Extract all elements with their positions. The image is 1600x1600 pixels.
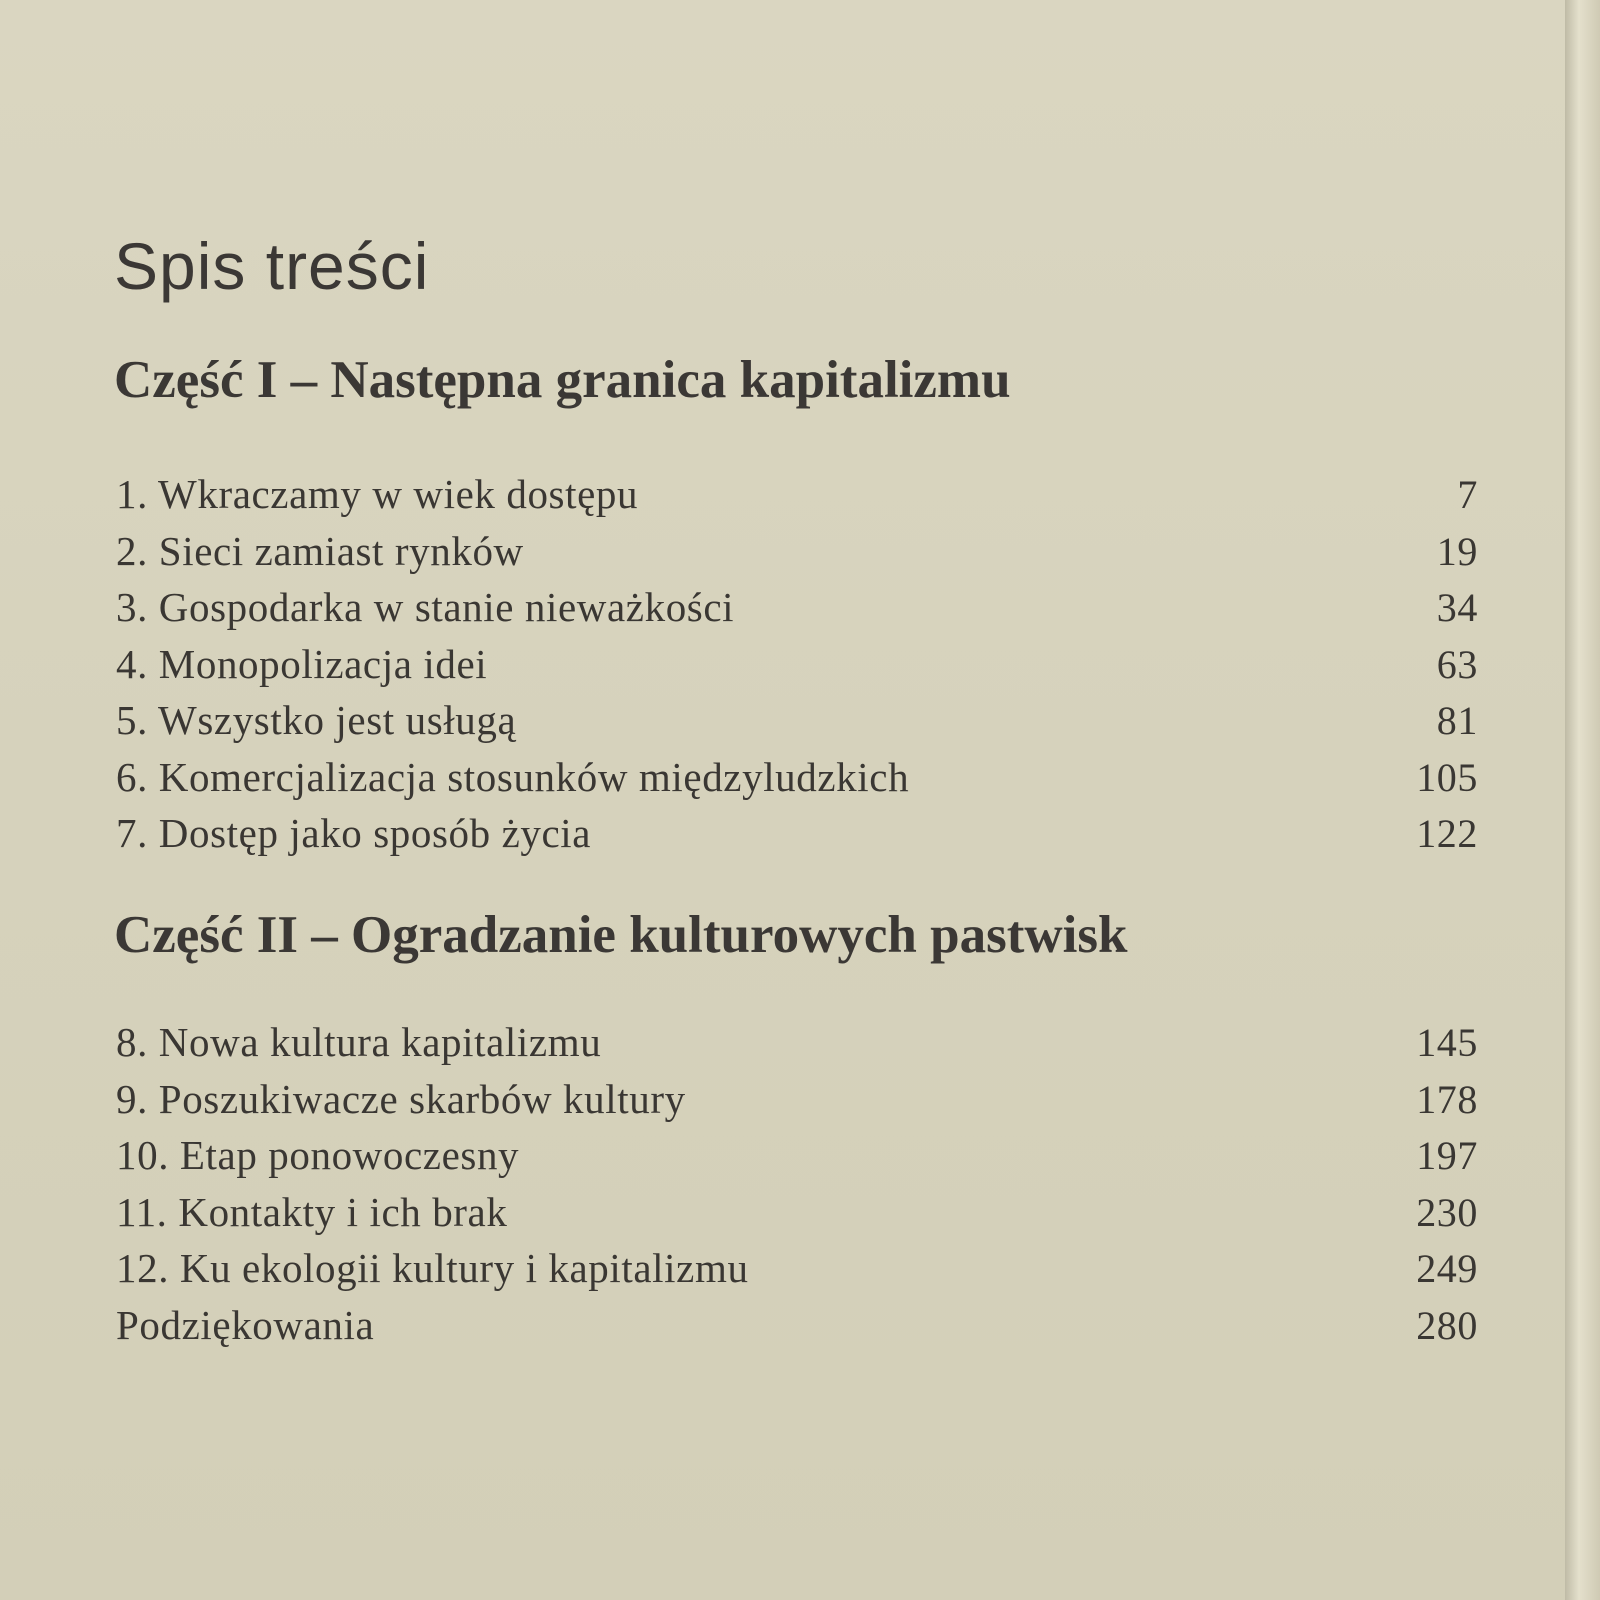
toc-entry-page: 19 xyxy=(1436,528,1478,574)
toc-entry xyxy=(116,809,1478,866)
toc-entry-page: 122 xyxy=(1416,811,1478,856)
toc-entry-label: 2. Sieci zamiast rynków xyxy=(116,527,524,574)
toc-entry-label: 4. Monopolizacja idei xyxy=(116,640,488,687)
toc-entry-label: 7. Dostęp jako sposób życia xyxy=(116,810,592,856)
toc-entry xyxy=(116,1075,1478,1132)
toc-entry xyxy=(116,583,1478,640)
toc-entry-label: 5. Wszystko jest usługą xyxy=(116,697,517,743)
toc-entry-label: 6. Komercjalizacja stosunków międzyludzkich xyxy=(116,753,910,800)
toc-entry xyxy=(116,1018,1478,1075)
toc-entry-page: 249 xyxy=(1416,1246,1478,1291)
toc-entry-label: 3. Gospodarka w stanie nieważkości xyxy=(116,584,735,630)
toc-entry xyxy=(116,696,1478,753)
toc-entry xyxy=(116,1244,1478,1301)
page-title: Spis treści xyxy=(114,229,430,303)
toc-entry xyxy=(116,640,1478,697)
toc-entry-page: 105 xyxy=(1416,754,1478,800)
toc-entry-label: 10. Etap ponowoczesny xyxy=(116,1132,520,1178)
toc-entry-label: Podziękowania xyxy=(116,1301,375,1348)
toc-entry-page: 178 xyxy=(1416,1076,1478,1122)
toc-entry-page: 34 xyxy=(1436,585,1478,630)
page-edge xyxy=(1565,0,1600,1600)
toc-entry xyxy=(116,1301,1478,1358)
toc-entry-page: 81 xyxy=(1436,698,1478,743)
toc-entry-label: 9. Poszukiwacze skarbów kultury xyxy=(116,1075,686,1122)
toc-entry-label: 12. Ku ekologii kultury i kapitalizmu xyxy=(116,1245,749,1291)
part-heading-1: Część I – Następna granica kapitalizmu xyxy=(114,351,1011,409)
toc-entry xyxy=(116,1188,1478,1245)
toc-list-part-1 xyxy=(116,470,1478,866)
toc-entry xyxy=(116,527,1478,584)
toc-entry xyxy=(116,1131,1478,1188)
toc-entry-page: 63 xyxy=(1436,641,1478,687)
toc-list-part-2 xyxy=(116,1018,1478,1357)
toc-entry-label: 1. Wkraczamy w wiek dostępu xyxy=(116,471,639,517)
toc-entry xyxy=(116,470,1478,527)
part-heading-2: Część II – Ogradzanie kulturowych pastwisk xyxy=(114,906,1128,964)
toc-entry xyxy=(116,753,1478,810)
toc-entry-page: 145 xyxy=(1416,1020,1478,1065)
toc-entry-page: 197 xyxy=(1416,1133,1478,1178)
toc-entry-page: 230 xyxy=(1416,1189,1478,1235)
toc-entry-label: 8. Nowa kultura kapitalizmu xyxy=(116,1019,602,1065)
toc-entry-page: 280 xyxy=(1416,1302,1478,1348)
toc-entry-label: 11. Kontakty i ich brak xyxy=(116,1188,508,1235)
toc-entry-page: 7 xyxy=(1457,472,1478,517)
